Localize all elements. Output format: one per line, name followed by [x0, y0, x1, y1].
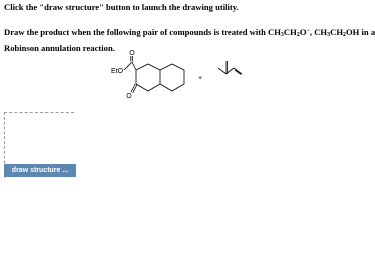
question-line-1-suffix: in a — [359, 27, 375, 37]
question-line-2: Robinson annulation reaction. — [4, 43, 115, 53]
reaction-scheme — [96, 50, 266, 110]
draw-structure-button[interactable]: draw structure ... — [4, 164, 76, 177]
vinyl-ketone — [218, 61, 242, 75]
reagent-ethanol: $CH_3CH_2OH$ — [314, 27, 360, 38]
reaction-scheme-drawing — [96, 50, 266, 110]
ester-label: EtO — [110, 68, 124, 75]
instruction-text: Click the "draw structure" button to launch the drawing utility. — [4, 2, 239, 12]
question-line-1-prefix: Draw the product when the following pair of compounds is treated with — [4, 27, 269, 37]
plus-sign: + — [197, 75, 203, 82]
oxygen-top-label: O — [129, 50, 135, 57]
reagent-ethoxide: $CH_3CH_2O^-$ — [268, 27, 310, 38]
bicyclic-ketoester — [124, 56, 184, 93]
oxygen-bottom-label: O — [126, 93, 132, 100]
question-line-1: Draw the product when the following pair of compounds is treated with $CH_3CH_2O^-$, $CH_3CH_2OH$ in a — [4, 27, 375, 38]
